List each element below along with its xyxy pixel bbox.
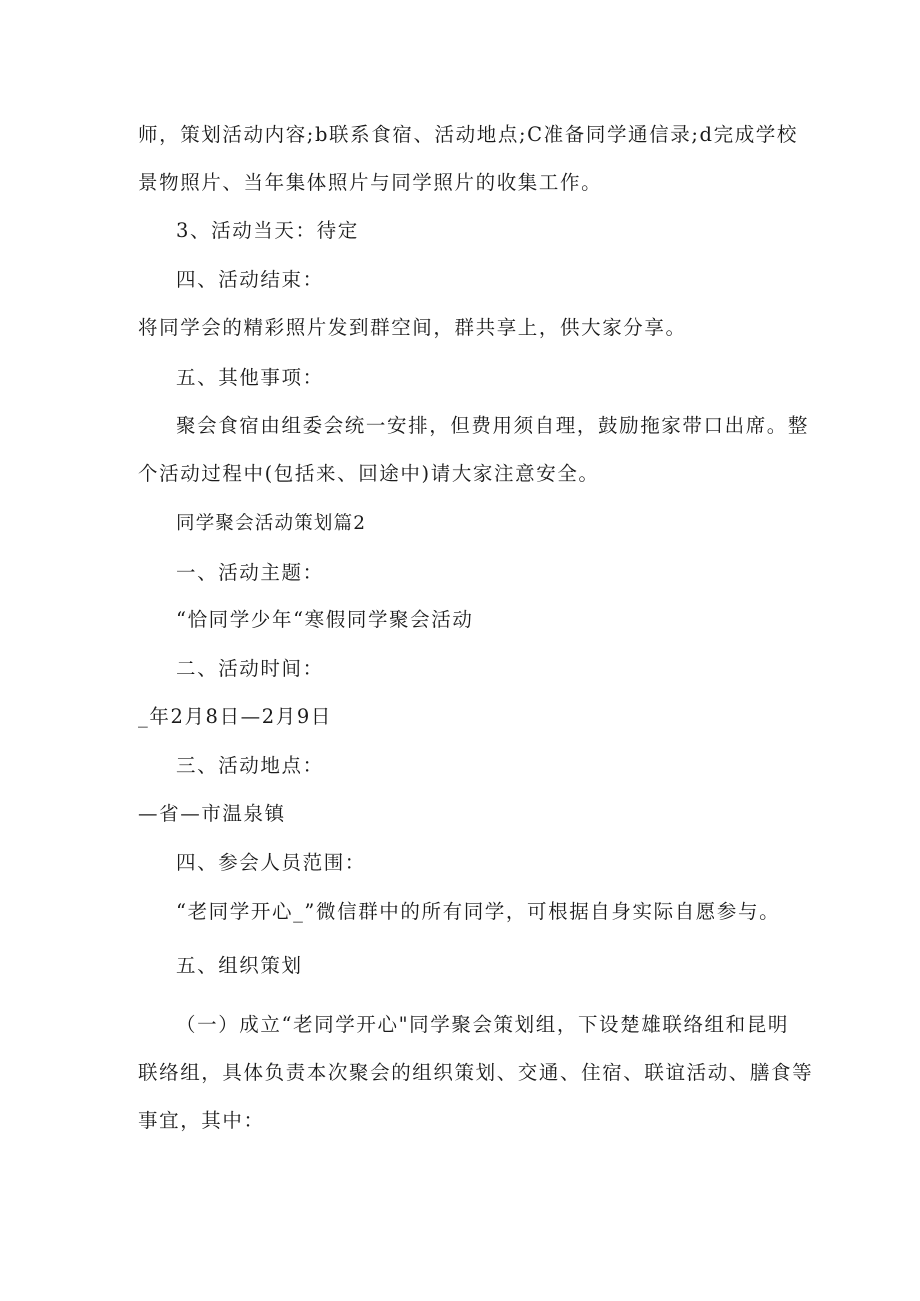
section-heading: 三、活动地点： <box>176 754 324 777</box>
paragraph-line: “恰同学少年“寒假同学聚会活动 <box>176 608 474 631</box>
section-heading: 四、参会人员范围： <box>176 851 366 874</box>
paragraph-line: （一）成立“老同学开心"同学聚会策划组，下设楚雄联络组和昆明 <box>176 1013 789 1036</box>
paragraph-line: 3、活动当天：待定 <box>176 219 359 242</box>
article-title: 同学聚会活动策划篇2 <box>176 513 367 534</box>
paragraph-line: 聚会食宿由组委会统一安排，但费用须自理，鼓励拖家带口出席。整 <box>176 414 810 437</box>
paragraph-line: —省—市温泉镇 <box>138 802 286 825</box>
paragraph-line: _年2月8日—2月9日 <box>138 705 332 728</box>
section-heading: 五、其他事项： <box>176 366 324 389</box>
paragraph-line: 联络组，具体负责本次聚会的组织策划、交通、住宿、联谊活动、膳食等 <box>138 1061 814 1084</box>
paragraph-line: “老同学开心_”微信群中的所有同学，可根据自身实际自愿参与。 <box>176 900 781 923</box>
section-heading: 四、活动结束： <box>176 268 324 291</box>
section-heading: 五、组织策划 <box>176 954 303 977</box>
section-heading: 二、活动时间： <box>176 657 324 680</box>
paragraph-line: 事宜，其中： <box>138 1109 265 1132</box>
paragraph-line: 师，策划活动内容;b联系食宿、活动地点;C准备同学通信录;d完成学校 <box>138 123 798 146</box>
paragraph-line: 景物照片、当年集体照片与同学照片的收集工作。 <box>138 171 603 194</box>
paragraph-line: 个活动过程中(包括来、回途中)请大家注意安全。 <box>138 462 600 485</box>
section-heading: 一、活动主题： <box>176 561 324 584</box>
paragraph-line: 将同学会的精彩照片发到群空间，群共享上，供大家分享。 <box>138 316 687 339</box>
